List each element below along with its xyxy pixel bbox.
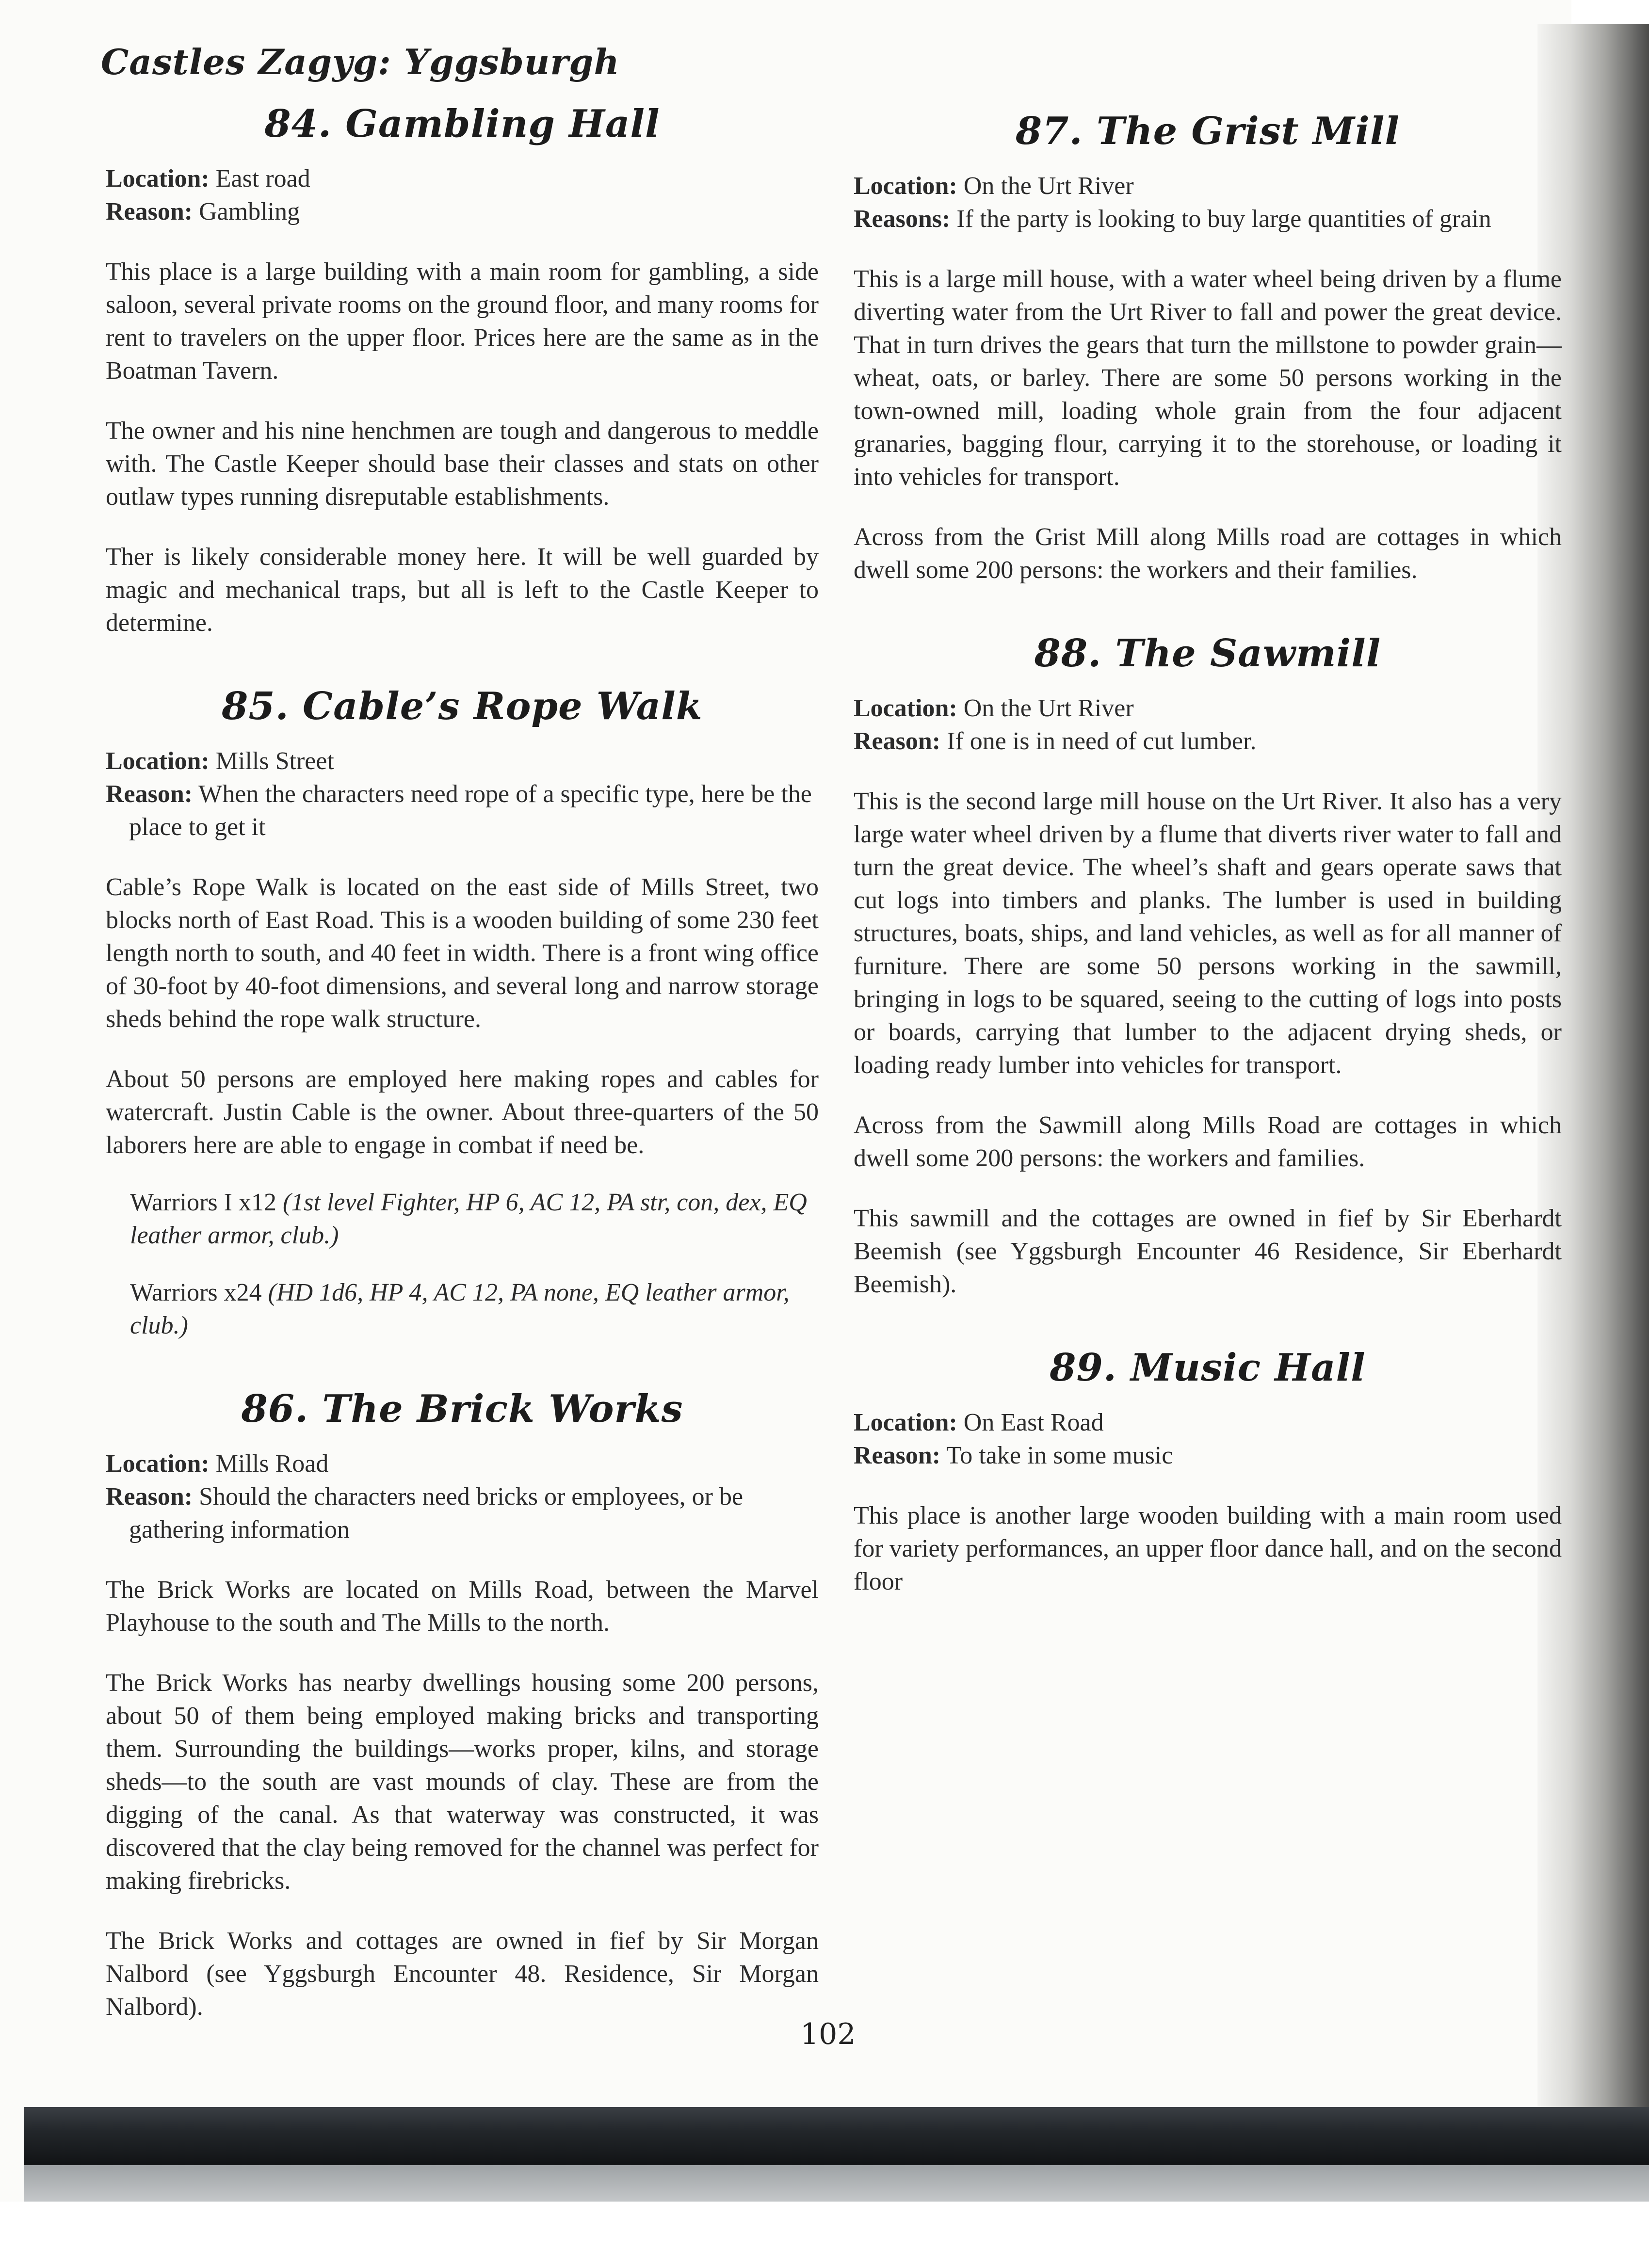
location-line (106, 745, 819, 778)
paragraph: Across from the Sawmill along Mills Road are cottages in which dwell some 200 persons: the workers and families. (854, 1111, 1562, 1172)
location-line (854, 1406, 1562, 1439)
paragraph: This is a large mill house, with a water wheel being driven by a flume diverting water from the Urt River to fall and power the great device. That in turn drives the gears that turn the millstone to powder grain—wheat, oats, or barley. There are some 50 persons working in the town-owned mill, loading whole grain from the four adjacent granaries, bagging flour, carrying it to the storehouse, or loading it into vehicles for transport. (854, 265, 1562, 491)
paragraph: Across from the Grist Mill along Mills road are cottages in which dwell some 200 persons: the workers and their families. (854, 523, 1562, 584)
left-column (106, 102, 819, 2068)
stat-block (130, 1276, 819, 1342)
paragraph: Cable’s Rope Walk is located on the east side of Mills Street, two blocks north of East Road. This is a wooden building of some 230 feet length north to south, and 40 feet in width. There is a front wing office of 30-foot by 40-foot dimensions, and several long and narrow storage sheds behind the rope walk structure. (106, 873, 819, 1033)
reason-label: Reasons: (854, 205, 951, 233)
section-heading: 89. Music Hall (1050, 1346, 1366, 1390)
reason-value: Should the characters need bricks or employees, or be gathering information (129, 1483, 744, 1544)
stat-detail: (HD 1d6, HP 4, AC 12, PA none, EQ leather armor, club.) (130, 1279, 790, 1339)
location-value: On the Urt River (963, 172, 1134, 200)
paragraph: This place is another large wooden building with a main room used for variety performances, an upper floor dance hall, and on the second floor (854, 1502, 1562, 1595)
location-value: Mills Street (215, 747, 334, 775)
section-heading: 85. Cable’s Rope Walk (222, 684, 703, 728)
section-heading: 84. Gambling Hall (264, 102, 660, 146)
reason-value: If one is in need of cut lumber. (947, 727, 1257, 755)
page-number: 102 (800, 2017, 856, 2051)
location-label: Location: (854, 694, 957, 722)
reason-value: If the party is looking to buy large quantities of grain (956, 205, 1491, 233)
paragraph: This sawmill and the cottages are owned in fief by Sir Eberhardt Beemish (see Yggsburgh Encounter 46 Residence, Sir Eberhardt Beemish). (854, 1205, 1562, 1298)
reason-line (854, 725, 1562, 758)
reason-line (854, 203, 1562, 236)
stat-detail: (1st level Fighter, HP 6, AC 12, PA str, con, dex, EQ leather armor, club.) (130, 1189, 807, 1249)
reason-line (106, 195, 819, 228)
right-column (854, 109, 1562, 1643)
section-86 (106, 1387, 819, 2024)
section-heading: 88. The Sawmill (1034, 631, 1381, 676)
location-value: On the Urt River (963, 694, 1134, 722)
location-line (106, 162, 819, 195)
section-89 (854, 1346, 1562, 1598)
reason-label: Reason: (854, 727, 941, 755)
running-header: Castles Zagyg: Yggsburgh (101, 41, 620, 82)
paragraph: The Brick Works has nearby dwellings housing some 200 persons, about 50 of them being employed making bricks and transporting them. Surrounding the buildings—works proper, kilns, and storage sheds—to the south are vast mounds of clay. These are from the digging of the canal. As that waterway was constructed, it was discovered that the clay being removed for the channel was perfect for making firebricks. (106, 1669, 819, 1895)
location-label: Location: (106, 1450, 210, 1478)
paragraph: This is the second large mill house on the Urt River. It also has a very large water wheel driven by a flume that diverts river water to fall and turn the great device. The wheel’s shaft and gears operate saws that cut logs into timbers and planks. The lumber is used in building structures, boats, ships, and land vehicles, as well as for all manner of furniture. There are some 50 persons working in the sawmill, bringing in logs to be squared, seeing to the cutting of logs into posts or boards, carrying that lumber to the adjacent drying sheds, or loading ready lumber into vehicles for transport. (854, 788, 1562, 1079)
reason-label: Reason: (854, 1442, 941, 1469)
paragraph: Ther is likely considerable money here. It will be well guarded by magic and mechanical traps, but all is left to the Castle Keeper to determine. (106, 543, 819, 637)
section-heading: 86. The Brick Works (241, 1387, 683, 1431)
section-84 (106, 102, 819, 640)
stat-block (130, 1186, 819, 1252)
scan-edge-band-light (24, 2165, 1649, 2202)
reason-value: Gambling (199, 198, 300, 225)
paragraph: The Brick Works are located on Mills Road, between the Marvel Playhouse to the south and The Mills to the north. (106, 1576, 819, 1637)
reason-line (854, 1439, 1562, 1472)
location-value: East road (215, 165, 310, 193)
scan-edge-band (24, 2107, 1649, 2165)
location-label: Location: (106, 747, 210, 775)
reason-label: Reason: (106, 198, 193, 225)
location-value: On East Road (963, 1409, 1104, 1436)
reason-value: When the characters need rope of a specific type, here be the place to get it (129, 780, 812, 841)
paragraph: About 50 persons are employed here making ropes and cables for watercraft. Justin Cable is the owner. About three-quarters of the 50 laborers here are able to engage in combat if need be. (106, 1065, 819, 1159)
location-line (854, 692, 1562, 725)
reason-line (106, 778, 819, 844)
section-heading: 87. The Grist Mill (1015, 109, 1400, 153)
location-label: Location: (854, 172, 957, 200)
stat-lead: Warriors I x12 (130, 1189, 283, 1216)
reason-label: Reason: (106, 1483, 193, 1511)
location-label: Location: (106, 165, 210, 193)
location-line (854, 170, 1562, 203)
section-85 (106, 684, 819, 1342)
reason-label: Reason: (106, 780, 193, 808)
reason-line (106, 1480, 819, 1546)
location-label: Location: (854, 1409, 957, 1436)
paragraph: The Brick Works and cottages are owned in fief by Sir Morgan Nalbord (see Yggsburgh Encounter 48. Residence, Sir Morgan Nalbord). (106, 1927, 819, 2021)
section-88 (854, 631, 1562, 1301)
paragraph: The owner and his nine henchmen are tough and dangerous to meddle with. The Castle Keeper should base their classes and stats on other outlaw types running disreputable establishments. (106, 417, 819, 511)
location-value: Mills Road (215, 1450, 329, 1478)
reason-value: To take in some music (946, 1442, 1173, 1469)
stat-lead: Warriors x24 (130, 1279, 268, 1306)
location-line (106, 1448, 819, 1480)
section-87 (854, 109, 1562, 587)
paragraph: This place is a large building with a main room for gambling, a side saloon, several private rooms on the ground floor, and many rooms for rent to travelers on the upper floor. Prices here are the same as in the Boatman Tavern. (106, 258, 819, 385)
